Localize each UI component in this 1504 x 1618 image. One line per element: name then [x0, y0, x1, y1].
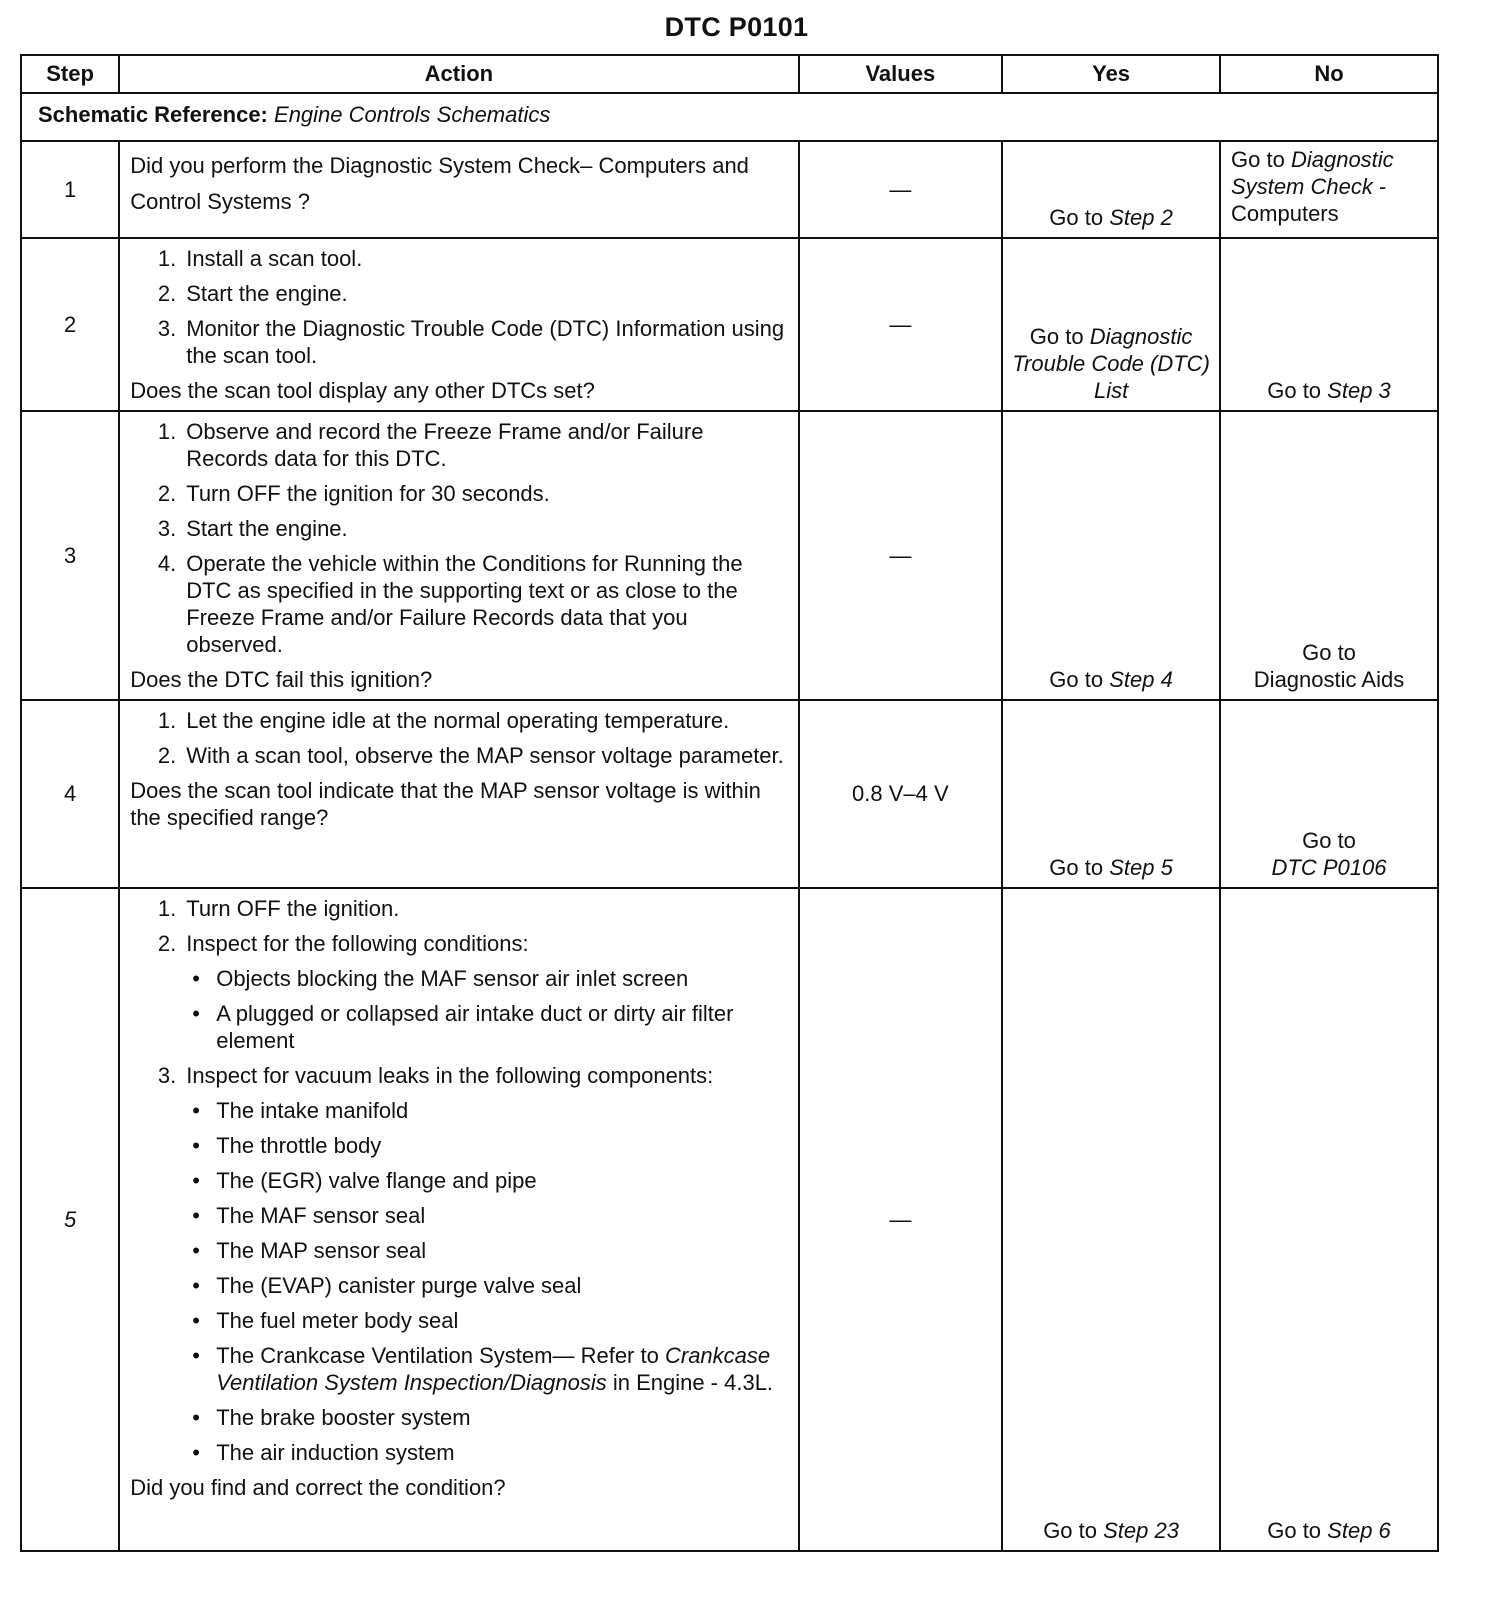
action-cell — [119, 700, 798, 888]
table-row — [21, 411, 1438, 700]
header-row — [21, 55, 1438, 93]
crankcase-pre: The Crankcase Ventilation System— Refer to — [216, 1343, 659, 1368]
header-action: Action — [119, 55, 798, 93]
yes-prefix: Go to — [1043, 1518, 1097, 1543]
yes-cell — [1002, 238, 1220, 411]
no-cell — [1220, 888, 1438, 1551]
no-prefix: Go to — [1302, 828, 1356, 853]
question-text: Did you perform the Diagnostic System Check– Computers and Control Systems ? — [130, 153, 749, 214]
document-title: DTC P0101 — [664, 12, 809, 42]
no-link[interactable]: Step 6 — [1327, 1518, 1391, 1543]
no-link[interactable]: DTC P0106 — [1271, 855, 1387, 880]
value-cell: — — [799, 411, 1003, 700]
list-item: 2. Inspect for the following conditions: — [157, 931, 529, 956]
no-link[interactable]: Diagnostic System Check — [1231, 147, 1394, 199]
list-item: 4. Operate the vehicle within the Conditions for Running the DTC as specified in the supporting text or as close to the Freeze Frame and/or Failure Records data that you observed. — [157, 551, 743, 657]
yes-cell — [1002, 700, 1220, 888]
step-number: 4 — [21, 700, 119, 888]
table-row — [21, 238, 1438, 411]
value-cell: 0.8 V–4 V — [799, 700, 1003, 888]
bullet-item: • Objects blocking the MAF sensor air inlet screen — [192, 966, 689, 991]
bullet-item: • The MAP sensor seal — [192, 1238, 427, 1263]
no-prefix: Go to — [1267, 1518, 1322, 1543]
action-cell — [119, 238, 798, 411]
list-item: 1. Let the engine idle at the normal operating temperature. — [157, 708, 730, 733]
schematic-label: Schematic Reference: — [38, 102, 268, 127]
value-cell: — — [799, 888, 1003, 1551]
schematic-row — [21, 93, 1438, 141]
bullet-item: • A plugged or collapsed air intake duct or dirty air filter element — [192, 1001, 734, 1053]
question-text: Does the scan tool display any other DTCs set? — [130, 378, 595, 403]
no-suffix: - Computers — [1231, 174, 1387, 226]
no-prefix: Go to — [1267, 378, 1322, 403]
question-text: Does the scan tool indicate that the MAP sensor voltage is within the specified range? — [130, 778, 761, 830]
list-item: 1. Observe and record the Freeze Frame and/or Failure Records data for this DTC. — [157, 419, 704, 471]
no-link[interactable]: Step 3 — [1327, 378, 1391, 403]
header-values: Values — [799, 55, 1003, 93]
no-cell — [1220, 141, 1438, 238]
table-row — [21, 888, 1438, 1551]
crankcase-post: in Engine - 4.3L. — [612, 1370, 774, 1395]
header-yes: Yes — [1002, 55, 1220, 93]
list-item: 1. Turn OFF the ignition. — [157, 896, 400, 921]
yes-link[interactable]: Step 5 — [1109, 855, 1173, 880]
yes-link[interactable]: Step 4 — [1109, 667, 1173, 692]
yes-prefix: Go to — [1049, 205, 1104, 230]
action-cell — [119, 141, 798, 238]
list-item: 2. Turn OFF the ignition for 30 seconds. — [157, 481, 550, 506]
no-link[interactable]: Diagnostic Aids — [1253, 667, 1405, 692]
step-number: 3 — [21, 411, 119, 700]
step-number: 2 — [21, 238, 119, 411]
schematic-value: Engine Controls Schematics — [274, 102, 551, 127]
bullet-item: • The intake manifold — [192, 1098, 409, 1123]
list-item: 3. Inspect for vacuum leaks in the following components: — [157, 1063, 714, 1088]
list-item: 1. Install a scan tool. — [157, 246, 363, 271]
diagnostic-table — [20, 54, 1439, 1552]
step-number: 1 — [21, 141, 119, 238]
bullet-item: • The MAF sensor seal — [192, 1203, 426, 1228]
crankcase-link[interactable]: Crankcase Ventilation System Inspection/Diagnosis — [216, 1343, 771, 1395]
no-prefix: Go to — [1231, 147, 1285, 172]
bullet-item: • The throttle body — [192, 1133, 382, 1158]
bullet-item: • The fuel meter body seal — [192, 1308, 459, 1333]
action-cell — [119, 411, 798, 700]
bullet-item: • The brake booster system — [192, 1405, 471, 1430]
list-item: 2. With a scan tool, observe the MAP sensor voltage parameter. — [157, 743, 784, 768]
list-item: 3. Monitor the Diagnostic Trouble Code (DTC) Information using the scan tool. — [157, 316, 785, 368]
no-cell — [1220, 238, 1438, 411]
yes-link[interactable]: Diagnostic Trouble Code (DTC) List — [1012, 324, 1210, 403]
value-cell: — — [799, 141, 1003, 238]
yes-prefix: Go to — [1049, 667, 1104, 692]
question-text: Does the DTC fail this ignition? — [130, 667, 433, 692]
no-cell — [1220, 411, 1438, 700]
yes-cell — [1002, 141, 1220, 238]
yes-link[interactable]: Step 23 — [1103, 1518, 1179, 1543]
table-row — [21, 700, 1438, 888]
yes-prefix: Go to — [1049, 855, 1104, 880]
header-step: Step — [21, 55, 119, 93]
value-cell: — — [799, 238, 1003, 411]
table-row — [21, 141, 1438, 238]
step-number: 5 — [21, 888, 119, 1551]
yes-prefix: Go to — [1029, 324, 1084, 349]
yes-cell — [1002, 411, 1220, 700]
bullet-item: • The Crankcase Ventilation System— Refer to Crankcase Ventilation System Inspection/Diagnosis in Engine - 4.3L. — [192, 1343, 774, 1395]
list-item: 3. Start the engine. — [157, 516, 348, 541]
bullet-item: • The air induction system — [192, 1440, 455, 1465]
header-no: No — [1220, 55, 1438, 93]
yes-cell — [1002, 888, 1220, 1551]
yes-link[interactable]: Step 2 — [1109, 205, 1173, 230]
no-prefix: Go to — [1302, 640, 1356, 665]
no-cell — [1220, 700, 1438, 888]
question-text: Did you find and correct the condition? — [130, 1475, 506, 1500]
bullet-item: • The (EGR) valve flange and pipe — [192, 1168, 537, 1193]
action-cell — [119, 888, 798, 1551]
list-item: 2. Start the engine. — [157, 281, 348, 306]
bullet-item: • The (EVAP) canister purge valve seal — [192, 1273, 582, 1298]
